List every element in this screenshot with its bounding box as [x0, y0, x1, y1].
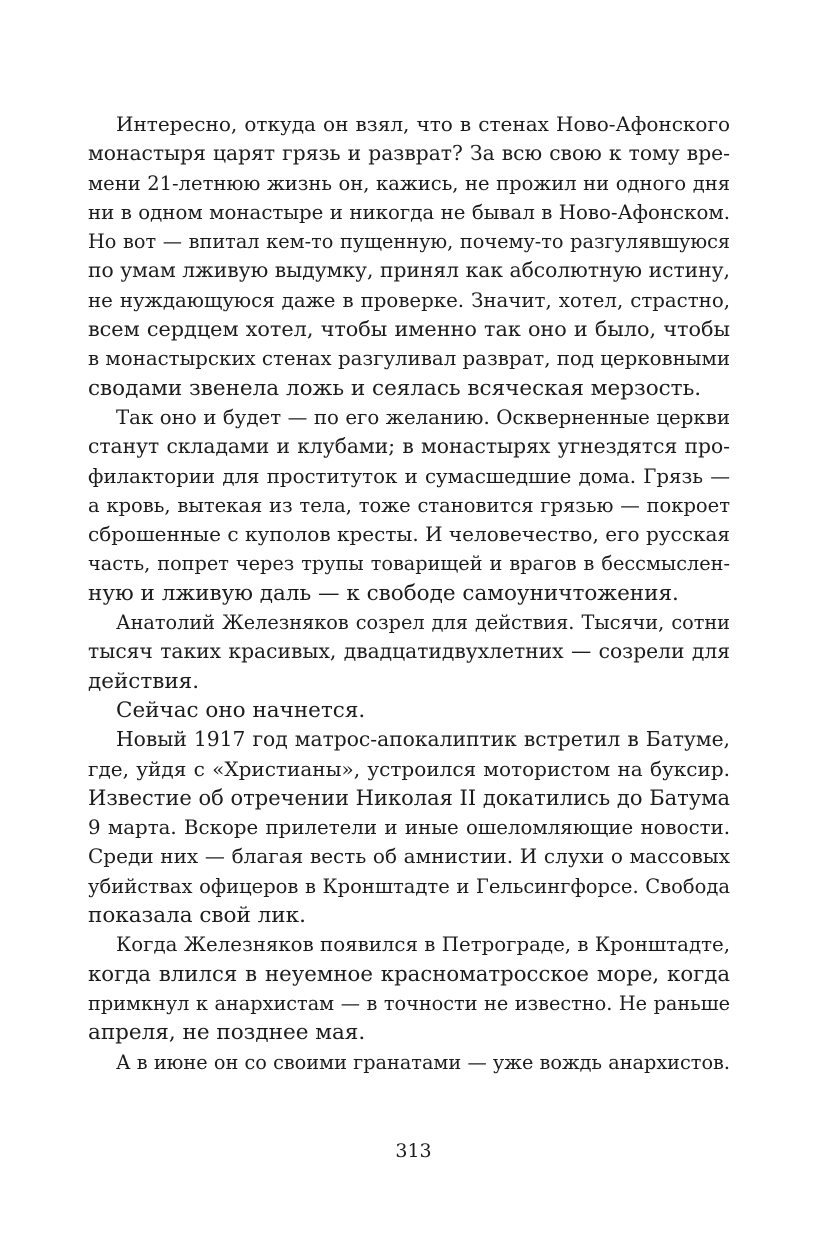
paragraph	[88, 696, 730, 725]
paragraph	[88, 608, 730, 696]
text-line: где, уйдя с «Христианы», устроился мотористом на буксир.	[88, 756, 730, 781]
text-line: Среди них — благая весть об амнистии. И слухи о массовых	[88, 844, 730, 869]
text-line: действия.	[88, 668, 200, 694]
text-line: не нуждающуюся даже в проверке. Значит, хотел, страстно,	[88, 288, 730, 312]
paragraph	[88, 110, 730, 403]
paragraph	[88, 403, 730, 608]
text-line: примкнул к анархистам — в точности не известно. Не раньше	[88, 991, 730, 1015]
text-line: Анатолий Железняков созрел для действия. Тысячи, сотни	[116, 611, 730, 635]
paragraph	[88, 725, 730, 930]
text-line: Интересно, откуда он взял, что в стенах Ново-Афонского	[116, 112, 730, 136]
text-line: ни в одном монастыре и никогда не бывал в Ново-Афонском.	[88, 200, 730, 224]
text-line: монастыря царят грязь и разврат? За всю свою к тому вре-	[88, 141, 730, 166]
text-line: сводами звенела ложь и сеялась всяческая мерзость.	[88, 375, 702, 401]
text-line: всем сердцем хотел, чтобы именно так оно и было, чтобы	[88, 317, 730, 342]
text-line: мени 21-летнюю жизнь он, кажись, не прожил ни одного дня	[88, 171, 730, 195]
text-line: по умам лживую выдумку, принял как абсолютную истину,	[88, 258, 730, 283]
paragraph	[88, 930, 730, 1047]
text-line: апреля, не позднее мая.	[88, 1020, 366, 1046]
page-number: 313	[395, 1140, 432, 1162]
text-line: а кровь, вытекая из тела, тоже становится грязью — покроет	[88, 493, 730, 517]
text-line: А в июне он со своими гранатами — уже вождь анархистов.	[116, 1050, 730, 1074]
text-line: филактории для проституток и сумасшедшие дома. Грязь —	[88, 464, 730, 488]
text-line: показала свой лик.	[88, 903, 306, 929]
text-line: Но вот — впитал кем-то пущенную, почему-то разгулявшуюся	[88, 230, 730, 254]
text-line: тысяч таких красивых, двадцатидвухлетних — созрели для	[88, 639, 730, 664]
text-line: сброшенные с куполов кресты. И человечество, его русская	[88, 522, 730, 547]
text-line: в монастырских стенах разгуливал разврат, под церковными	[88, 347, 731, 371]
paragraph	[88, 1048, 730, 1077]
text-line: ную и лживую даль — к свободе самоуничтожения.	[88, 580, 679, 606]
text-line: 9 марта. Вскоре прилетели и иные ошеломляющие новости.	[88, 816, 730, 840]
text-line: станут складами и клубами; в монастырях угнездятся про-	[88, 434, 730, 459]
text-line: Сейчас оно начнется.	[116, 697, 366, 723]
text-line: Так оно и будет — по его желанию. Оскверненные церкви	[116, 405, 730, 429]
body-text	[88, 110, 730, 1077]
text-line: часть, попрет через трупы товарищей и врагов в бессмыслен-	[88, 552, 730, 576]
text-line: когда влился в неуемное красноматросское море, когда	[88, 961, 730, 987]
text-line: убийствах офицеров в Кронштадте и Гельсингфорсе. Свобода	[88, 874, 730, 898]
text-line: Когда Железняков появился в Петрограде, в Кронштадте,	[116, 933, 730, 957]
text-line: Известие об отречении Николая II докатились до Батума	[88, 785, 730, 810]
text-line: Новый 1917 год матрос-апокалиптик встретил в Батуме,	[116, 727, 730, 752]
